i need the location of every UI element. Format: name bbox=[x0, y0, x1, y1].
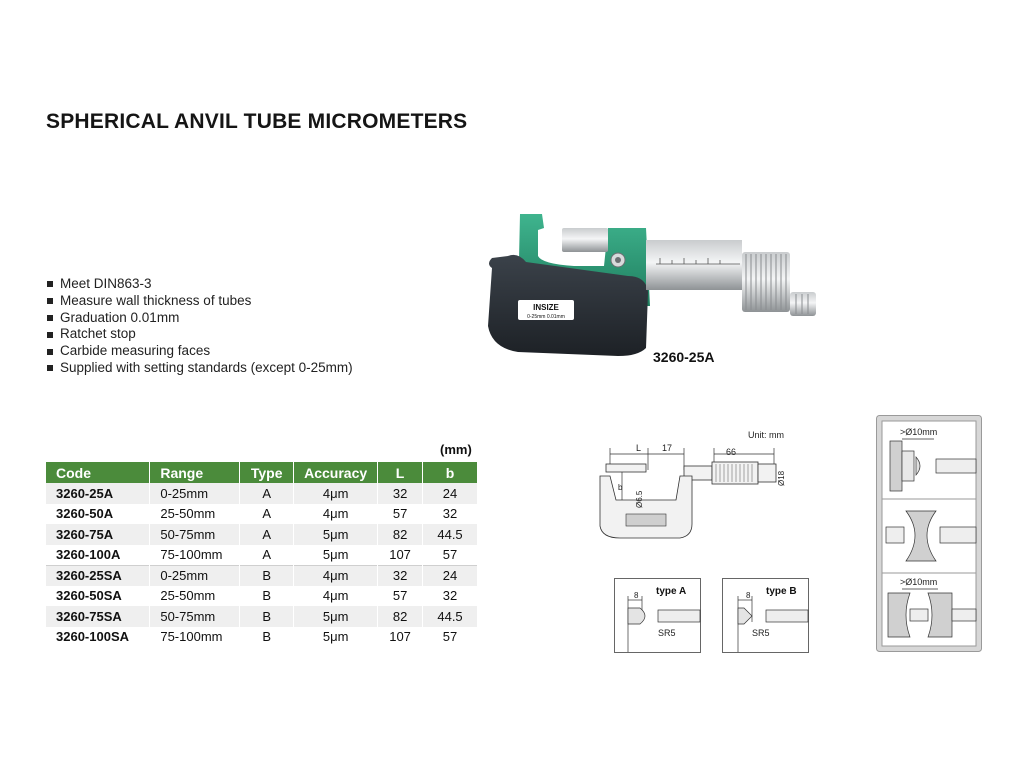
dim-66-label: 66 bbox=[726, 447, 737, 457]
square-bullet-icon bbox=[47, 315, 53, 321]
cell-type: A bbox=[240, 483, 294, 504]
cell-type: B bbox=[240, 565, 294, 586]
cell-l: 82 bbox=[378, 524, 423, 545]
cell-range: 50-75mm bbox=[150, 606, 240, 627]
cell-code: 3260-100SA bbox=[46, 627, 150, 648]
table-row bbox=[46, 565, 478, 586]
dimension-drawing bbox=[596, 426, 806, 551]
feature-item bbox=[46, 360, 353, 377]
cell-l: 32 bbox=[378, 565, 423, 586]
cell-range: 25-50mm bbox=[150, 586, 240, 607]
column-header: Accuracy bbox=[294, 462, 378, 483]
cell-l: 82 bbox=[378, 606, 423, 627]
table-row bbox=[46, 524, 478, 545]
column-header: Range bbox=[150, 462, 240, 483]
cell-b: 44.5 bbox=[423, 524, 478, 545]
brand-logo-text: INSIZE bbox=[533, 303, 559, 312]
cell-l: 57 bbox=[378, 504, 423, 525]
column-header: Type bbox=[240, 462, 294, 483]
dim-d18-label: Ø18 bbox=[777, 470, 786, 486]
square-bullet-icon bbox=[47, 298, 53, 304]
cell-range: 0-25mm bbox=[150, 483, 240, 504]
feature-item bbox=[46, 276, 353, 293]
cell-b: 57 bbox=[423, 627, 478, 648]
cell-code: 3260-50SA bbox=[46, 586, 150, 607]
cell-l: 57 bbox=[378, 586, 423, 607]
anvil-dim-top: >Ø10mm bbox=[900, 427, 938, 437]
feature-text: Ratchet stop bbox=[60, 326, 136, 342]
anvil-dim-bottom: >Ø10mm bbox=[900, 577, 938, 587]
cell-code: 3260-100A bbox=[46, 545, 150, 566]
cell-range: 75-100mm bbox=[150, 627, 240, 648]
cell-type: B bbox=[240, 606, 294, 627]
feature-item bbox=[46, 343, 353, 360]
cell-accuracy: 5μm bbox=[294, 524, 378, 545]
feature-item bbox=[46, 293, 353, 310]
cell-type: A bbox=[240, 524, 294, 545]
cell-b: 57 bbox=[423, 545, 478, 566]
frame-range-text: 0-25mm 0.01mm bbox=[527, 314, 565, 320]
table-row bbox=[46, 606, 478, 627]
dim-17-label: 17 bbox=[662, 443, 673, 453]
unit-label: (mm) bbox=[440, 442, 472, 457]
feature-list bbox=[46, 276, 353, 377]
cell-accuracy: 5μm bbox=[294, 545, 378, 566]
square-bullet-icon bbox=[47, 281, 53, 287]
table-row bbox=[46, 586, 478, 607]
table-row bbox=[46, 627, 478, 648]
spec-table bbox=[46, 462, 478, 647]
type-b-detail-drawing bbox=[722, 578, 809, 653]
cell-range: 75-100mm bbox=[150, 545, 240, 566]
cell-type: A bbox=[240, 504, 294, 525]
cell-l: 107 bbox=[378, 627, 423, 648]
cell-accuracy: 5μm bbox=[294, 606, 378, 627]
drawing-unit-label: Unit: mm bbox=[748, 430, 784, 440]
table-header-row bbox=[46, 462, 478, 483]
square-bullet-icon bbox=[47, 365, 53, 371]
cell-b: 32 bbox=[423, 586, 478, 607]
cell-accuracy: 4μm bbox=[294, 483, 378, 504]
cell-l: 32 bbox=[378, 483, 423, 504]
micrometer-product-image bbox=[478, 206, 828, 356]
table-row bbox=[46, 545, 478, 566]
dim-b-label: b bbox=[618, 483, 623, 492]
cell-code: 3260-25SA bbox=[46, 565, 150, 586]
dim-d65-label: Ø6.5 bbox=[635, 490, 644, 508]
table-row bbox=[46, 483, 478, 504]
cell-accuracy: 4μm bbox=[294, 504, 378, 525]
feature-text: Meet DIN863-3 bbox=[60, 276, 152, 291]
type-a-detail-drawing bbox=[614, 578, 701, 653]
cell-code: 3260-75A bbox=[46, 524, 150, 545]
type-a-dim: 8 bbox=[634, 591, 639, 600]
cell-range: 25-50mm bbox=[150, 504, 240, 525]
square-bullet-icon bbox=[47, 332, 53, 338]
cell-type: B bbox=[240, 627, 294, 648]
cell-b: 44.5 bbox=[423, 606, 478, 627]
square-bullet-icon bbox=[47, 349, 53, 355]
feature-text: Carbide measuring faces bbox=[60, 343, 211, 359]
type-a-radius: SR5 bbox=[658, 628, 676, 638]
type-b-radius: SR5 bbox=[752, 628, 770, 638]
cell-b: 24 bbox=[423, 565, 478, 586]
column-header: L bbox=[378, 462, 423, 483]
type-a-label: type A bbox=[656, 586, 687, 597]
type-b-label: type B bbox=[766, 586, 797, 597]
feature-text: Graduation 0.01mm bbox=[60, 309, 180, 325]
cell-range: 50-75mm bbox=[150, 524, 240, 545]
cell-b: 32 bbox=[423, 504, 478, 525]
product-caption: 3260-25A bbox=[653, 349, 715, 365]
page-title: SPHERICAL ANVIL TUBE MICROMETERS bbox=[46, 110, 468, 133]
anvil-application-panel bbox=[876, 415, 982, 652]
cell-code: 3260-50A bbox=[46, 504, 150, 525]
column-header: Code bbox=[46, 462, 150, 483]
cell-range: 0-25mm bbox=[150, 565, 240, 586]
dim-l-label: L bbox=[636, 443, 642, 453]
type-b-dim: 8 bbox=[746, 591, 751, 600]
cell-l: 107 bbox=[378, 545, 423, 566]
feature-item bbox=[46, 310, 353, 327]
cell-type: B bbox=[240, 586, 294, 607]
cell-accuracy: 5μm bbox=[294, 627, 378, 648]
column-header: b bbox=[423, 462, 478, 483]
cell-b: 24 bbox=[423, 483, 478, 504]
feature-text: Supplied with setting standards (except 0-25mm) bbox=[60, 359, 353, 375]
feature-item bbox=[46, 326, 353, 343]
feature-text: Measure wall thickness of tubes bbox=[60, 292, 252, 308]
table-row bbox=[46, 504, 478, 525]
cell-type: A bbox=[240, 545, 294, 566]
cell-accuracy: 4μm bbox=[294, 565, 378, 586]
cell-code: 3260-25A bbox=[46, 483, 150, 504]
cell-code: 3260-75SA bbox=[46, 606, 150, 627]
cell-accuracy: 4μm bbox=[294, 586, 378, 607]
